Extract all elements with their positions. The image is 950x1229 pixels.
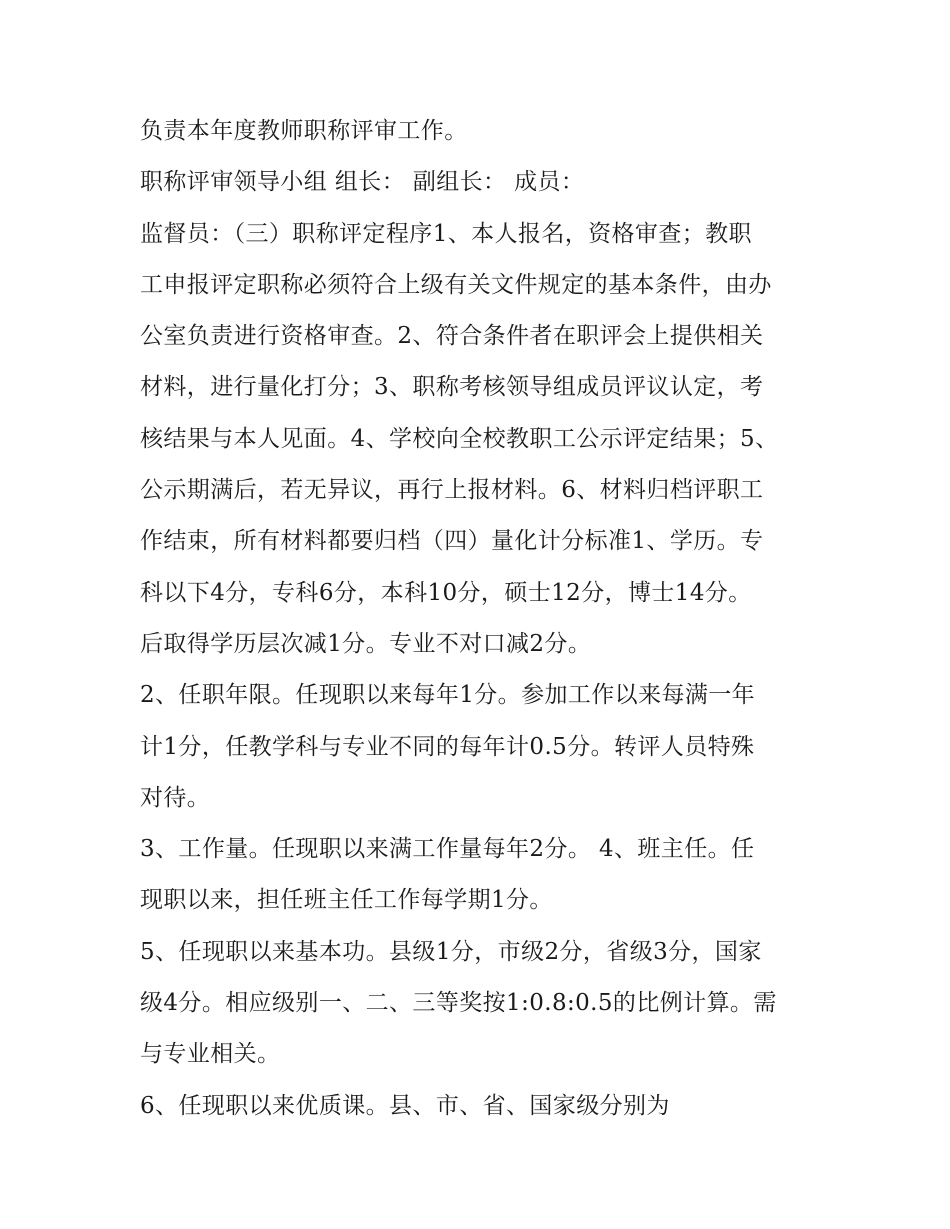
text-line: 监督员：（三）职称评定程序1、本人报名，资格审查；教职 — [140, 220, 752, 247]
text-line: 现职以来，担任班主任工作每学期1分。 — [140, 887, 553, 914]
text-line: 材料，进行量化打分；3、职称考核领导组成员评议认定，考 — [140, 374, 764, 401]
text-line: 公示期满后，若无异议，再行上报材料。6、材料归档评职工 — [140, 477, 764, 504]
text-line: 公室负责进行资格审查。2、符合条件者在职评会上提供相关 — [140, 323, 764, 350]
document-body — [140, 106, 820, 1132]
text-line: 职称评审领导小组 组长： 副组长： 成员： — [140, 169, 585, 196]
text-line: 级4分。相应级别一、二、三等奖按1:0.8:0.5的比例计算。需 — [140, 990, 777, 1017]
text-line: 6、任现职以来优质课。县、市、省、国家级分别为 — [140, 1092, 670, 1119]
text-line: 对待。 — [140, 784, 211, 811]
text-line: 与专业相关。 — [140, 1041, 281, 1068]
text-line: 5、任现职以来基本功。县级1分，市级2分，省级3分，国家 — [140, 938, 762, 965]
text-line: 负责本年度教师职称评审工作。 — [140, 118, 468, 144]
text-line: 工申报评定职称必须符合上级有关文件规定的基本条件，由办 — [140, 271, 772, 298]
text-line: 2、任职年限。任现职以来每年1分。参加工作以来每满一年 — [140, 682, 756, 709]
text-line: 核结果与本人见面。4、学校向全校教职工公示评定结果；5、 — [140, 425, 779, 452]
text-line: 后取得学历层次减1分。专业不对口减2分。 — [140, 630, 592, 657]
text-line: 计1分，任教学科与专业不同的每年计0.5分。转评人员特殊 — [140, 733, 755, 760]
text-line: 科以下4分，专科6分，本科10分，硕士12分，博士14分。 — [140, 579, 752, 606]
text-line: 作结束，所有材料都要归档（四）量化计分标准1、学历。专 — [140, 528, 764, 555]
text-line: 3、工作量。任现职以来满工作量每年2分。 4、班主任。任 — [140, 836, 755, 863]
